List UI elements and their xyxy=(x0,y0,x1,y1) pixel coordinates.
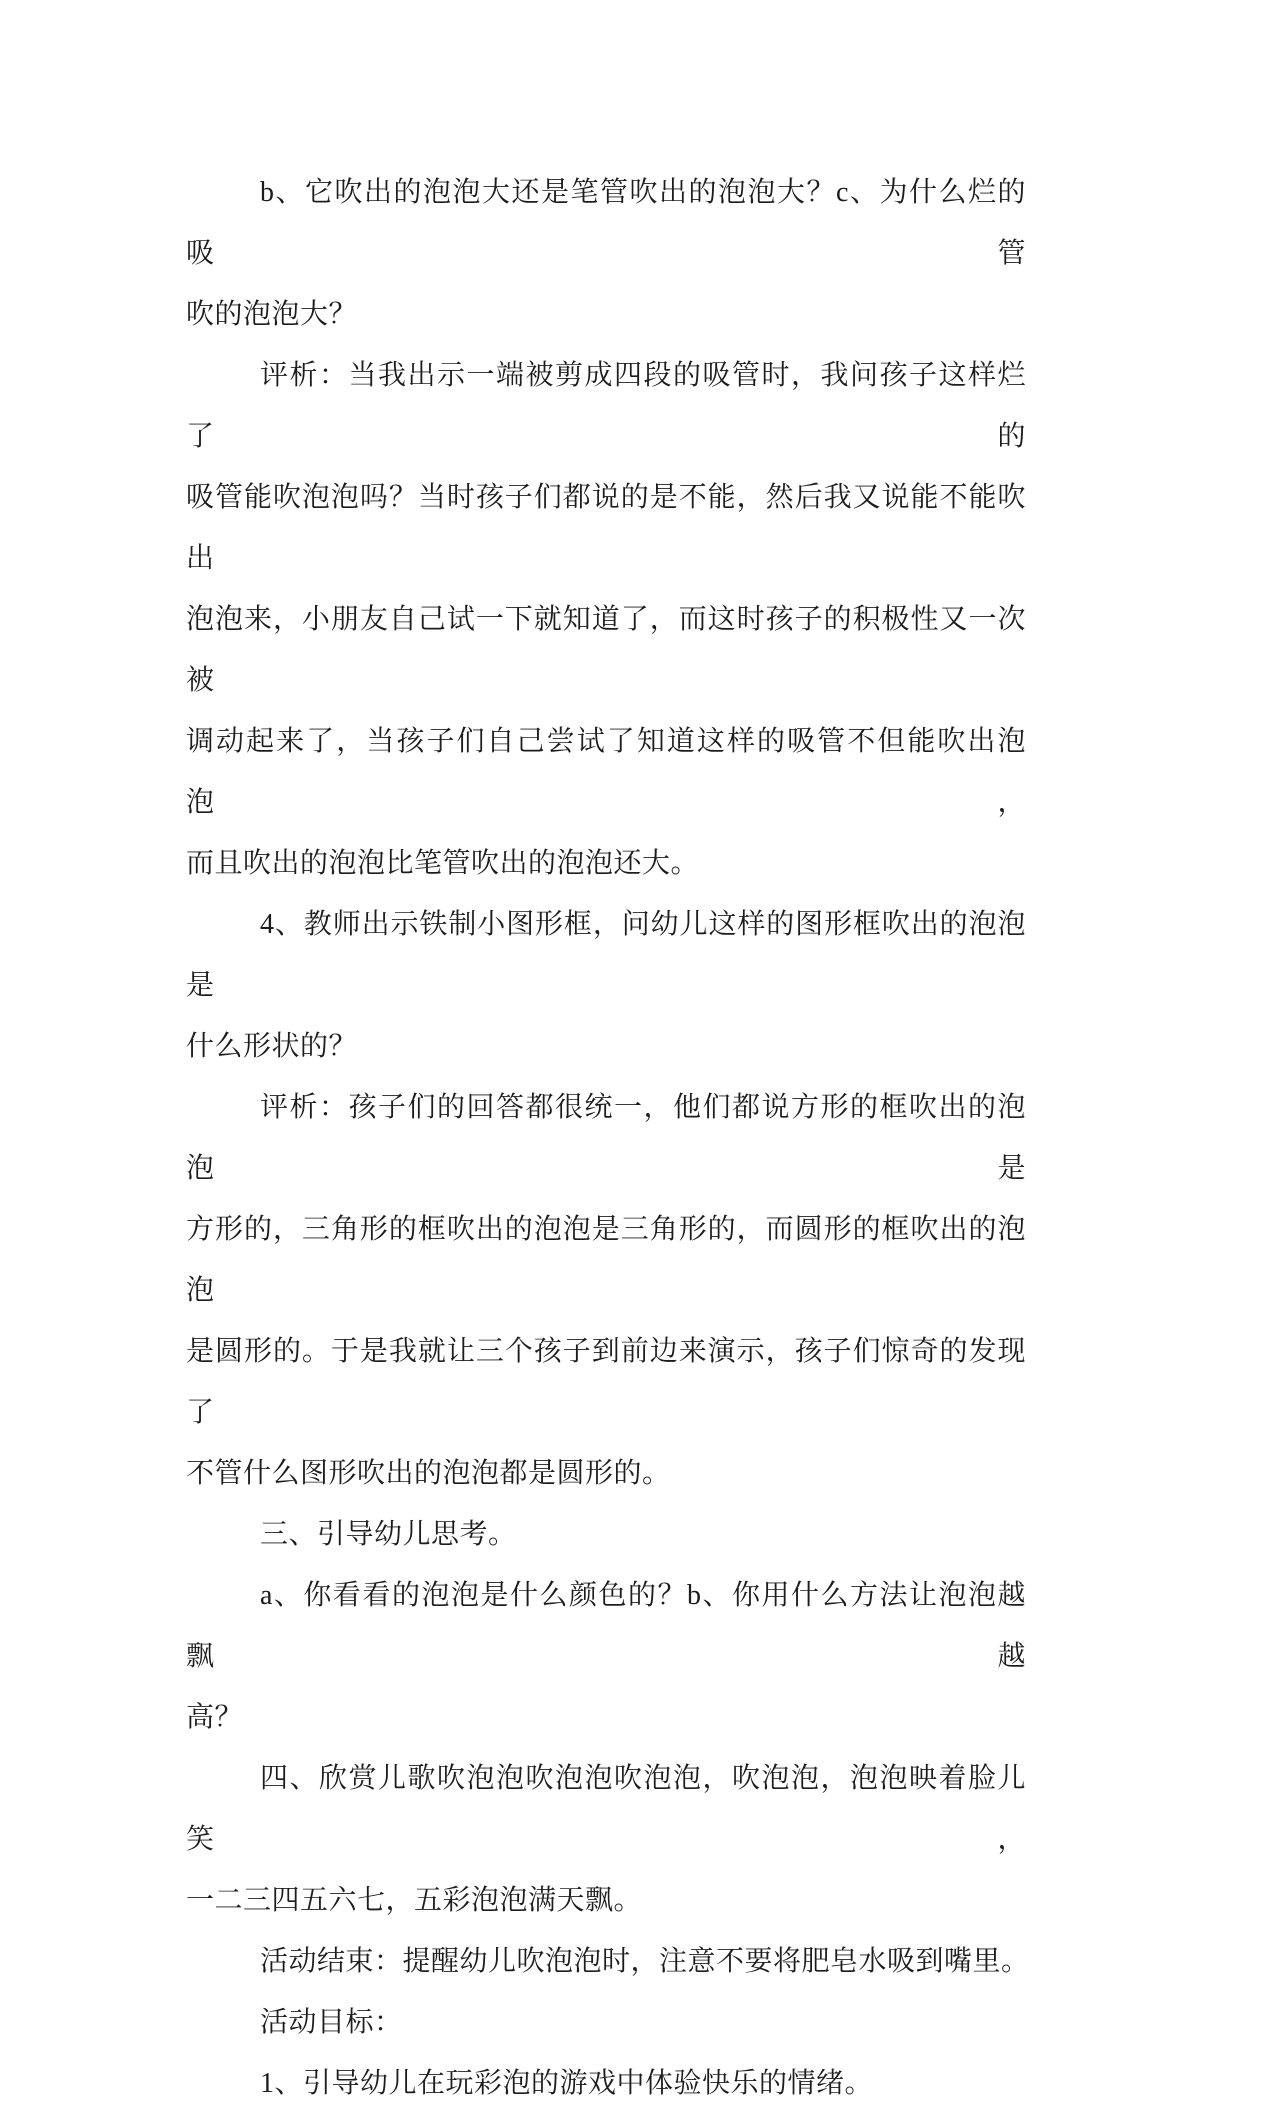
text-line: 吸管能吹泡泡吗？当时孩子们都说的是不能，然后我又说能不能吹出 xyxy=(186,482,1026,574)
document-body xyxy=(186,162,1030,2114)
text-line: 方形的，三角形的框吹出的泡泡是三角形的，而圆形的框吹出的泡泡 xyxy=(186,1214,1026,1306)
text-line: 1、引导幼儿在玩彩泡的游戏中体验快乐的情绪。 xyxy=(260,2068,874,2099)
text-line: 活动目标： xyxy=(260,2007,403,2038)
text-line: 活动结束：提醒幼儿吹泡泡时，注意不要将肥皂水吸到嘴里。 xyxy=(260,1946,1030,1977)
text-line: 是圆形的。于是我就让三个孩子到前边来演示，孩子们惊奇的发现了 xyxy=(186,1336,1026,1428)
paragraph xyxy=(186,1748,1026,1931)
text-line: 而且吹出的泡泡比笔管吹出的泡泡还大。 xyxy=(186,848,700,879)
paragraph xyxy=(186,1565,1026,1748)
text-line: 4、教师出示铁制小图形框，问幼儿这样的图形框吹出的泡泡是 xyxy=(186,909,1026,1001)
text-line: 高？ xyxy=(186,1702,244,1733)
text-line: 一二三四五六七，五彩泡泡满天飘。 xyxy=(186,1885,643,1916)
paragraph xyxy=(186,1504,1026,1565)
paragraph xyxy=(186,345,1026,894)
paragraph xyxy=(186,894,1026,1077)
paragraph xyxy=(186,2053,1026,2114)
text-line: 吹的泡泡大？ xyxy=(186,299,358,330)
text-line: b、它吹出的泡泡大还是笔管吹出的泡泡大？c、为什么烂的吸管 xyxy=(186,177,1026,269)
text-line: 三、引导幼儿思考。 xyxy=(260,1519,517,1550)
text-line: 评析：当我出示一端被剪成四段的吸管时，我问孩子这样烂了的 xyxy=(186,360,1026,452)
text-line: 四、欣赏儿歌吹泡泡吹泡泡吹泡泡，吹泡泡，泡泡映着脸儿笑， xyxy=(186,1763,1026,1855)
text-line: a、你看看的泡泡是什么颜色的？b、你用什么方法让泡泡越飘越 xyxy=(186,1580,1026,1672)
paragraph xyxy=(186,1992,1026,2053)
text-line: 泡泡来，小朋友自己试一下就知道了，而这时孩子的积极性又一次被 xyxy=(186,604,1026,696)
text-line: 什么形状的？ xyxy=(186,1031,358,1062)
text-line: 不管什么图形吹出的泡泡都是圆形的。 xyxy=(186,1458,671,1489)
paragraph xyxy=(186,1931,1030,1992)
text-line: 调动起来了，当孩子们自己尝试了知道这样的吸管不但能吹出泡泡， xyxy=(186,726,1026,818)
text-line: 评析：孩子们的回答都很统一，他们都说方形的框吹出的泡泡是 xyxy=(186,1092,1026,1184)
paragraph xyxy=(186,1077,1026,1504)
paragraph xyxy=(186,162,1026,345)
